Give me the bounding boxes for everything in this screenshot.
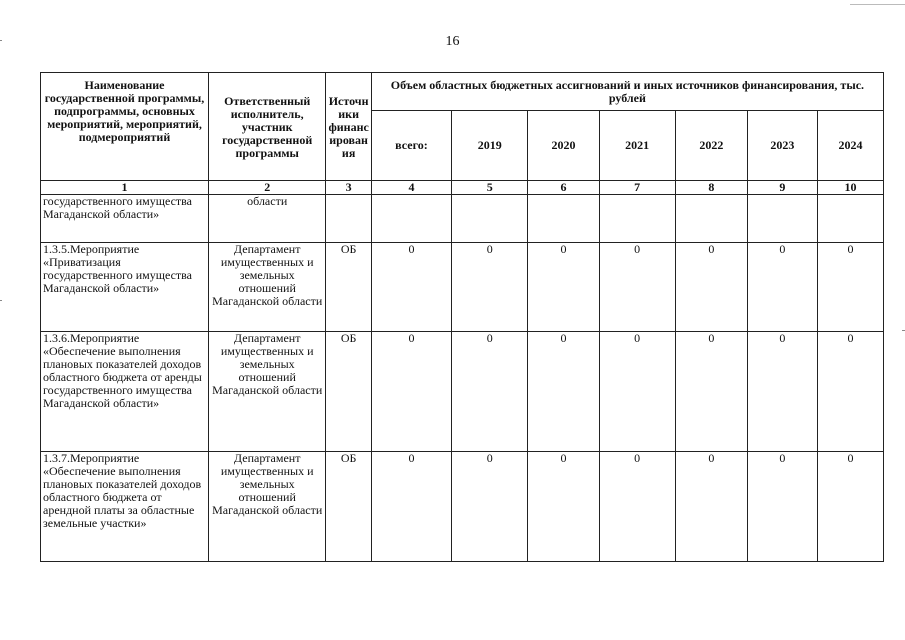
row-source: ОБ — [326, 243, 371, 332]
header-year-2024: 2024 — [817, 111, 883, 181]
row-value-2022 — [675, 195, 747, 243]
row-name: 1.3.7.Мероприятие «Обеспечение выполнения плановых показателей доходов областного бюджета от арендной платы за областные земельные участки» — [41, 452, 209, 562]
row-value-2019: 0 — [452, 332, 528, 452]
row-value-2020: 0 — [528, 243, 599, 332]
column-number: 5 — [452, 181, 528, 195]
row-value-2022: 0 — [675, 452, 747, 562]
row-name: 1.3.6.Мероприятие «Обеспечение выполнения плановых показателей доходов областного бюджета от аренды государственного имущества Магаданской области» — [41, 332, 209, 452]
column-number: 1 — [41, 181, 209, 195]
row-value-total: 0 — [371, 243, 451, 332]
column-numbers-row — [41, 181, 884, 195]
row-responsible: области — [208, 195, 325, 243]
header-name: Наименование государственной программы, подпрограммы, основных мероприятий, мероприятий, подмероприятий — [41, 73, 209, 181]
header-year-2023: 2023 — [747, 111, 817, 181]
row-value-2023: 0 — [747, 243, 817, 332]
row-source: ОБ — [326, 332, 371, 452]
row-value-2019: 0 — [452, 243, 528, 332]
header-funding-group: Объем областных бюджетных ассигнований и иных источников финансирования, тыс. рублей — [371, 73, 883, 111]
table-row — [41, 332, 884, 452]
row-value-2024 — [817, 195, 883, 243]
row-source: ОБ — [326, 452, 371, 562]
column-number: 2 — [208, 181, 325, 195]
scan-artifact — [0, 40, 2, 41]
table-row — [41, 452, 884, 562]
row-value-2020: 0 — [528, 452, 599, 562]
column-number: 3 — [326, 181, 371, 195]
row-value-total: 0 — [371, 332, 451, 452]
header-year-2022: 2022 — [675, 111, 747, 181]
column-number: 4 — [371, 181, 451, 195]
row-value-2021: 0 — [599, 332, 675, 452]
row-source — [326, 195, 371, 243]
row-value-total — [371, 195, 451, 243]
row-value-2019: 0 — [452, 452, 528, 562]
scan-artifact — [0, 300, 2, 301]
row-value-2023: 0 — [747, 332, 817, 452]
row-responsible: Департамент имущественных и земельных отношений Магаданской области — [208, 332, 325, 452]
page-number: 16 — [445, 34, 460, 49]
header-responsible: Ответственный исполнитель, участник государственной программы — [208, 73, 325, 181]
row-value-2023: 0 — [747, 452, 817, 562]
header-year-2020: 2020 — [528, 111, 599, 181]
row-responsible: Департамент имущественных и земельных отношений Магаданской области — [208, 243, 325, 332]
row-value-2020: 0 — [528, 332, 599, 452]
row-value-total: 0 — [371, 452, 451, 562]
column-number: 7 — [599, 181, 675, 195]
header-year-2021: 2021 — [599, 111, 675, 181]
row-name: 1.3.5.Мероприятие «Приватизация государственного имущества Магаданской области» — [41, 243, 209, 332]
row-value-2024: 0 — [817, 243, 883, 332]
header-total: всего: — [371, 111, 451, 181]
table-row — [41, 195, 884, 243]
column-number: 10 — [817, 181, 883, 195]
row-value-2021: 0 — [599, 243, 675, 332]
row-name: государственного имущества Магаданской области» — [41, 195, 209, 243]
row-value-2020 — [528, 195, 599, 243]
column-number: 6 — [528, 181, 599, 195]
header-year-2019: 2019 — [452, 111, 528, 181]
scan-artifact — [850, 4, 905, 5]
column-number: 9 — [747, 181, 817, 195]
row-value-2021: 0 — [599, 452, 675, 562]
header-source: Источн ики финанс ирован ия — [326, 73, 371, 181]
row-value-2024: 0 — [817, 332, 883, 452]
row-value-2022: 0 — [675, 332, 747, 452]
row-responsible: Департамент имущественных и земельных отношений Магаданской области — [208, 452, 325, 562]
row-value-2022: 0 — [675, 243, 747, 332]
column-number: 8 — [675, 181, 747, 195]
row-value-2021 — [599, 195, 675, 243]
row-value-2023 — [747, 195, 817, 243]
row-value-2024: 0 — [817, 452, 883, 562]
row-value-2019 — [452, 195, 528, 243]
budget-table — [40, 72, 884, 562]
table-row — [41, 243, 884, 332]
